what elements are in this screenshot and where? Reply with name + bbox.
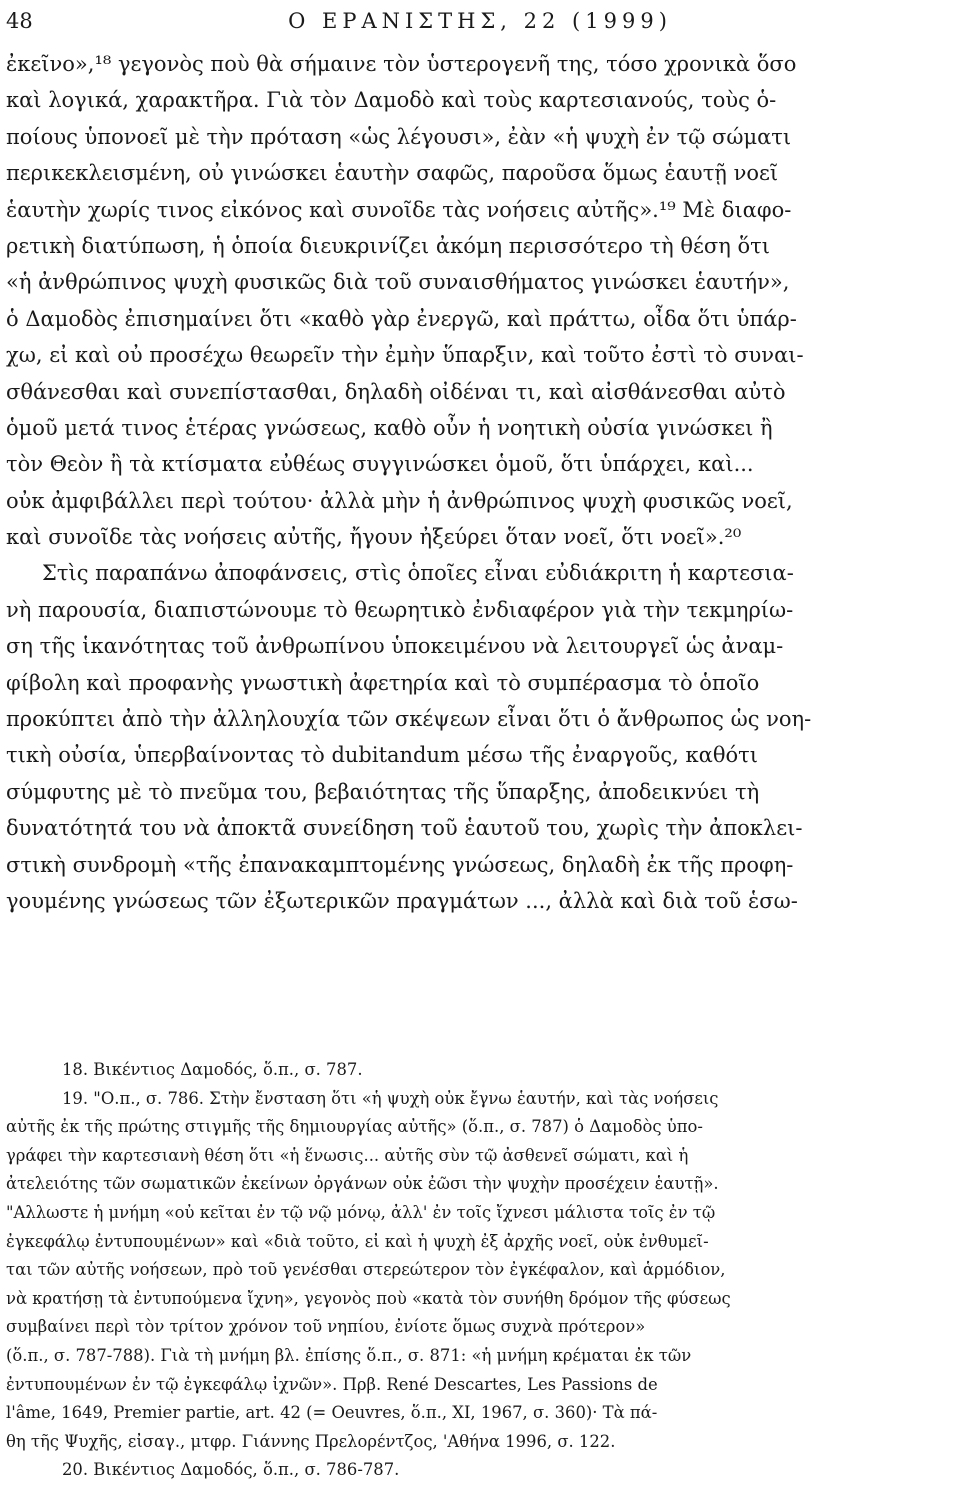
body-line: περικεκλεισμένη, οὐ γινώσκει ἑαυτὴν σαφῶς, παροῦσα ὅμως ἑαυτῇ νοεῖ [6,161,779,186]
footnote-line: νὰ κρατήσῃ τὰ ἐντυπούμενα ἴχνη», γεγονὸς ποὺ «κατὰ τὸν συνήθη δρόμον τῆς φύσεως [6,1288,731,1308]
footnote-line: θη τῆς Ψυχῆς, εἰσαγ., μτφρ. Γιάννης Πρελορέντζος, 'Αθήνα 1996, σ. 122. [6,1431,616,1451]
body-line: ἐκεῖνο»,¹⁸ γεγονὸς ποὺ θὰ σήμαινε τὸν ὑστερογενῆ της, τόσο χρονικὰ ὅσο [6,52,797,76]
body-line: τὸν Θεὸν ἢ τὰ κτίσματα εὐθέως συγγινώσκει ὁμοῦ, ὅτι ὑπάρχει, καὶ... [6,452,754,477]
body-line: σύμφυτης μὲ τὸ πνεῦμα του, βεβαιότητας τῆς ὕπαρξης, ἀποδεικνύει τὴ [6,779,760,804]
body-line: τικὴ οὐσία, ὑπερβαίνοντας τὸ dubitandum μέσω τῆς ἐναργοῦς, καθότι [6,743,758,768]
footnote-line: ἐγκεφάλῳ ἐντυπουμένων» καὶ «διὰ τοῦτο, εἰ καὶ ἡ ψυχὴ ἐξ ἀρχῆς νοεῖ, οὐκ ἐνθυμεῖ- [6,1231,709,1251]
footnote-line: γράφει τὴν καρτεσιανὴ θέση ὅτι «ἡ ἕνωσις... αὐτῆς σὺν τῷ ἀσθενεῖ σώματι, καὶ ἡ [6,1145,689,1165]
footnote-line: l'âme, 1649, Premier partie, art. 42 (= Oeuvres, ὅ.π., XI, 1967, σ. 360)· Τὰ πά- [6,1403,658,1423]
footnote-line: ἐντυπουμένων ἐν τῷ ἐγκεφάλῳ ἰχνῶν». Πρβ. René Descartes, Les Passions de [6,1374,658,1394]
body-line: ὁμοῦ μετά τινος ἑτέρας γνώσεως, καθὸ οὖν ἡ νοητικὴ οὐσία γινώσκει ἢ [6,415,773,440]
body-line: οὐκ ἀμφιβάλλει περὶ τούτου· ἀλλὰ μὴν ἡ ἀνθρώπινος ψυχὴ φυσικῶς νοεῖ, [6,488,793,513]
body-line: καὶ λογικά, χαρακτῆρα. Γιὰ τὸν Δαμοδὸ καὶ τοὺς καρτεσιανούς, τοὺς ὁ- [6,88,777,113]
footnote-line: "Αλλωστε ἡ μνήμη «οὐ κεῖται ἐν τῷ νῷ μόνῳ, ἀλλ' ἐν τοῖς ἴχνεσι μάλιστα τοῖς ἐν τῷ [6,1202,716,1222]
footnote-line: ται τῶν αὐτῆς νοήσεων, πρὸ τοῦ γενέσθαι στερεώτερον τὸν ἐγκέφαλον, καὶ ἁρμόδιον, [6,1260,726,1280]
footnote-18: 18. Βικέντιος Δαμοδός, ὅ.π., σ. 787. [62,1060,363,1079]
footnote-line: (ὅ.π., σ. 787-788). Γιὰ τὴ μνήμη βλ. ἐπίσης ὅ.π., σ. 871: «ἡ μνήμη κρέμαται ἐκ τῶν [6,1345,692,1365]
footnote-line: αὐτῆς ἐκ τῆς πρώτης στιγμῆς τῆς δημιουργίας αὐτῆς» (ὅ.π., σ. 787) ὁ Δαμοδὸς ὑπο- [6,1117,703,1137]
body-line: χω, εἰ καὶ οὐ προσέχω θεωρεῖν τὴν ἐμὴν ὕπαρξιν, καὶ τοῦτο ἐστὶ τὸ συναι- [6,343,804,368]
body-line: γουμένης γνώσεως τῶν ἐξωτερικῶν πραγμάτων ..., ἀλλὰ καὶ διὰ τοῦ ἑσω- [6,888,798,913]
body-line: φίβολη καὶ προφανὴς γνωστικὴ ἀφετηρία καὶ τὸ συμπέρασμα τὸ ὁποῖο [6,670,760,695]
page-number: 48 [6,9,33,33]
body-line: προκύπτει ἀπὸ τὴν ἀλληλουχία τῶν σκέψεων εἶναι ὅτι ὁ ἄνθρωπος ὡς νοη- [6,707,812,732]
body-line: ρετικὴ διατύπωση, ἡ ὁποία διευκρινίζει ἀκόμη περισσότερο τὴ θέση ὅτι [6,233,770,258]
body-line: ὁ Δαμοδὸς ἐπισημαίνει ὅτι «καθὸ γὰρ ἐνεργῶ, καὶ πράττω, οἶδα ὅτι ὑπάρ- [6,306,797,331]
body-line: δυνατότητά του νὰ ἀποκτᾶ συνείδηση τοῦ ἑαυτοῦ του, χωρὶς τὴν ἀποκλει- [6,816,803,841]
body-line: καὶ συνοῖδε τὰς νοήσεις αὐτῆς, ἤγουν ἠξεύρει ὅταν νοεῖ, ὅτι νοεῖ».²⁰ [6,525,742,550]
footnote-20: 20. Βικέντιος Δαμοδός, ὅ.π., σ. 786-787. [62,1460,400,1480]
paragraph-start-line: Στὶς παραπάνω ἀποφάνσεις, στὶς ὁποῖες εἶναι εὐδιάκριτη ἡ καρτεσια- [42,561,794,586]
body-line: νὴ παρουσία, διαπιστώνουμε τὸ θεωρητικὸ ἐνδιαφέρον γιὰ τὴν τεκμηρίω- [6,597,794,622]
body-line: «ἡ ἀνθρώπινος ψυχὴ φυσικῶς διὰ τοῦ συναισθήματος γινώσκει ἑαυτήν», [6,270,790,295]
footnote-19: 19. "Ο.π., σ. 786. Στὴν ἔνσταση ὅτι «ἡ ψυχὴ οὐκ ἔγνω ἑαυτήν, καὶ τὰς νοήσεις [62,1088,719,1108]
body-line: ἑαυτὴν χωρίς τινος εἰκόνος καὶ συνοῖδε τὰς νοήσεις αὐτῆς».¹⁹ Μὲ διαφο- [6,197,792,222]
body-line: ποίους ὑπονοεῖ μὲ τὴν πρόταση «ὡς λέγουσι», ἐὰν «ἡ ψυχὴ ἐν τῷ σώματι [6,124,792,149]
footnote-line: συμβαίνει περὶ τὸν τρίτον χρόνον τοῦ νηπίου, ἐνίοτε ὅμως συχνὰ πρότερον» [6,1317,646,1337]
journal-title: Ο ΕΡΑΝΙΣΤΗΣ, 22 (1999) [288,9,672,33]
body-text [6,46,950,919]
body-line: στικὴ συνδρομὴ «τῆς ἐπανακαμπτομένης γνώσεως, δηλαδὴ ἐκ τῆς προφη- [6,852,794,877]
body-line: σθάνεσθαι καὶ συνεπίστασθαι, δηλαδὴ οἰδέναι τι, καὶ αἰσθάνεσθαι αὐτὸ [6,379,786,404]
running-head [0,4,960,38]
footnote-line: ἀτελειότης τῶν σωματικῶν ἐκείνων ὀργάνων οὐκ ἐῶσι τὴν ψυχὴν προσέχειν ἑαυτῇ». [6,1174,719,1194]
footnotes [6,1056,950,1485]
body-line: ση τῆς ἱκανότητας τοῦ ἀνθρωπίνου ὑποκειμένου νὰ λειτουργεῖ ὡς ἀναμ- [6,634,784,659]
